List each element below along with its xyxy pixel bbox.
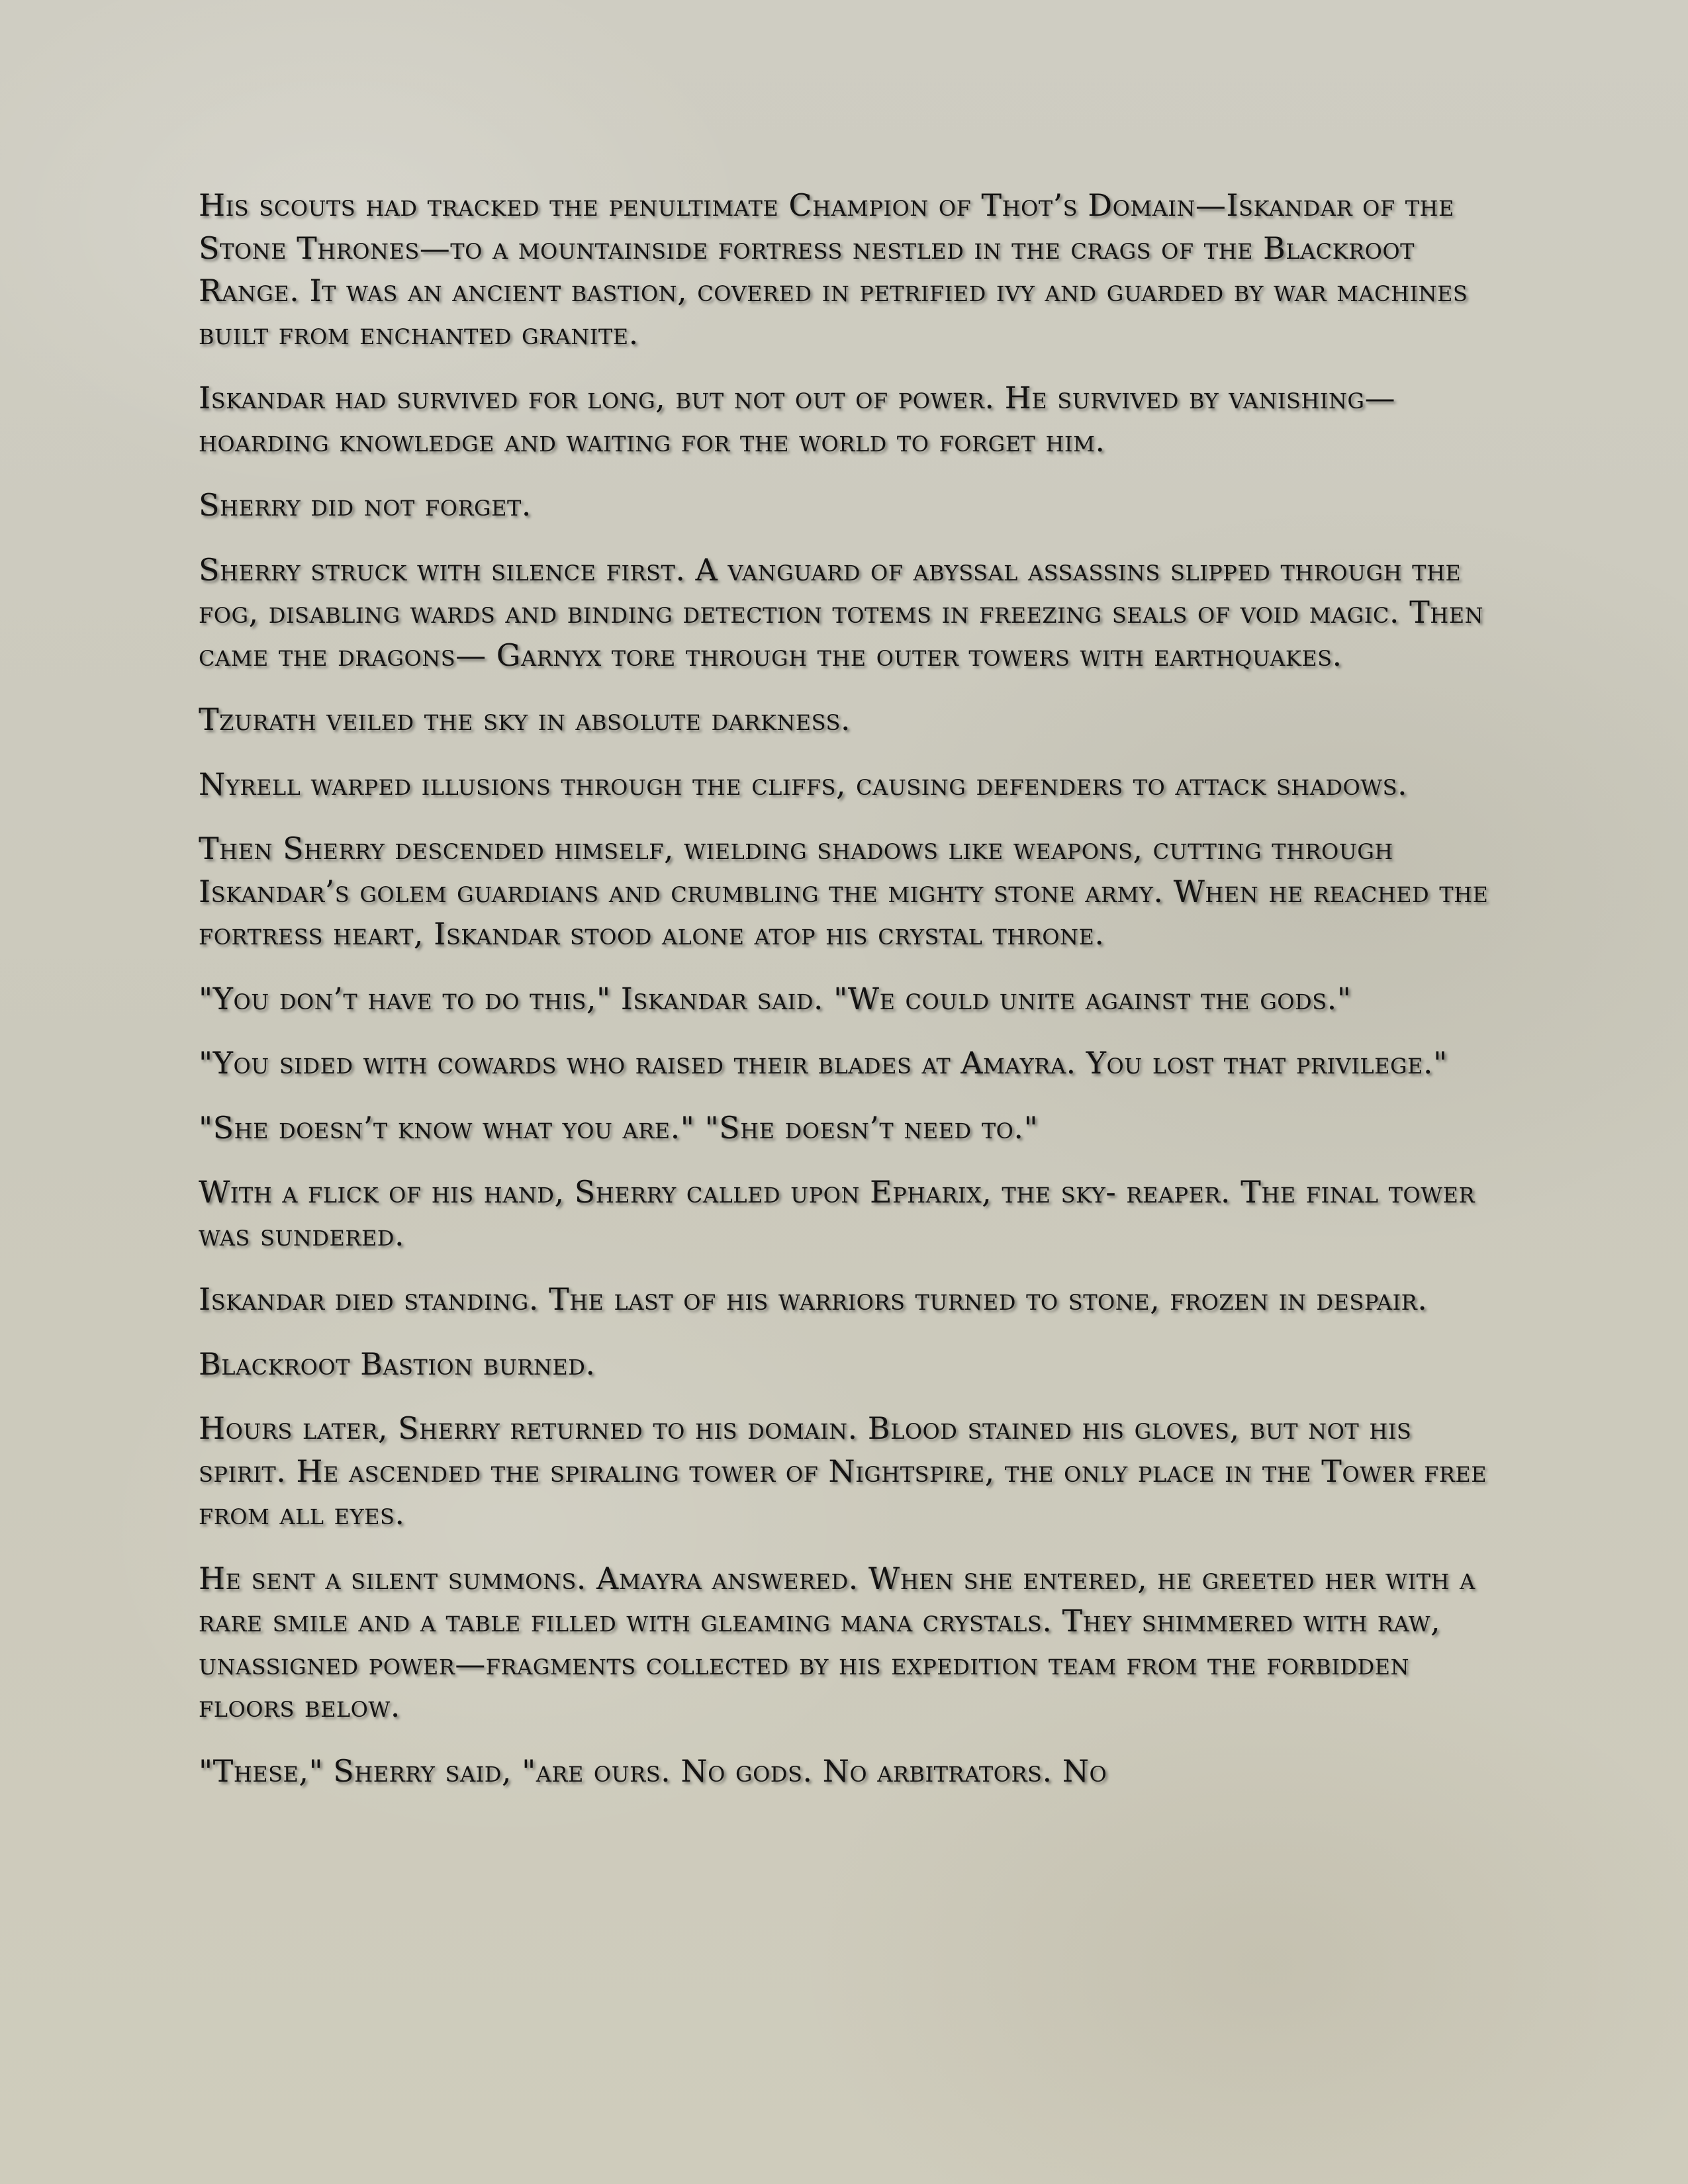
document-page (199, 184, 1496, 1814)
paragraph: Sherry struck with silence first. A vanguard of abyssal assassins slipped through the fog, disabling wards and binding detection totems in freezing seals of void magic. Then came the dragons— Garnyx tore through the outer towers with earthquakes. (199, 551, 1484, 673)
paragraph: Blackroot Bastion burned. (199, 1345, 596, 1382)
paragraph: His scouts had tracked the penultimate Champion of Thot’s Domain—Iskandar of the Stone Thrones—to a mountainside fortress nestled in the crags of the Blackroot Range. It was an ancient bastion, covered in petrified ivy and guarded by war machines built from enchanted granite. (199, 187, 1468, 351)
paragraph: Iskandar had survived for long, but not out of power. He survived by vanishing—hoarding knowledge and waiting for the world to forget him. (199, 380, 1395, 459)
paragraph: He sent a silent summons. Amayra answered. When she entered, he greeted her with a rare smile and a table filled with gleaming mana crystals. They shimmered with raw, unassigned power—fragments collected by his expedition team from the forbidden floors below. (199, 1560, 1476, 1724)
paragraph: Sherry did not forget. (199, 487, 532, 523)
paragraph: "She doesn’t know what you are." "She doesn’t need to." (199, 1109, 1039, 1146)
paragraph: Hours later, Sherry returned to his domain. Blood stained his gloves, but not his spirit. He ascended the spiraling tower of Nightspire, the only place in the Tower free from all eyes. (199, 1410, 1487, 1531)
paragraph: Nyrell warped illusions through the cliffs, causing defenders to attack shadows. (199, 766, 1408, 802)
paragraph: Tzurath veiled the sky in absolute darkness. (199, 702, 851, 737)
paragraph: "You sided with cowards who raised their blades at Amayra. You lost that privilege." (199, 1045, 1448, 1081)
paragraph: "You don’t have to do this," Iskandar said. "We could unite against the gods." (199, 980, 1352, 1017)
paragraph: Then Sherry descended himself, wielding shadows like weapons, cutting through Iskandar’s golem guardians and crumbling the mighty stone army. When he reached the fortress heart, Iskandar stood alone atop his crystal throne. (199, 831, 1489, 952)
paragraph: "These," Sherry said, "are ours. No gods. No arbitrators. No (199, 1752, 1107, 1789)
paragraph: Iskandar died standing. The last of his warriors turned to stone, frozen in despair. (199, 1281, 1428, 1317)
paragraph: With a flick of his hand, Sherry called upon Epharix, the sky- reaper. The final tower was sundered. (199, 1174, 1475, 1253)
